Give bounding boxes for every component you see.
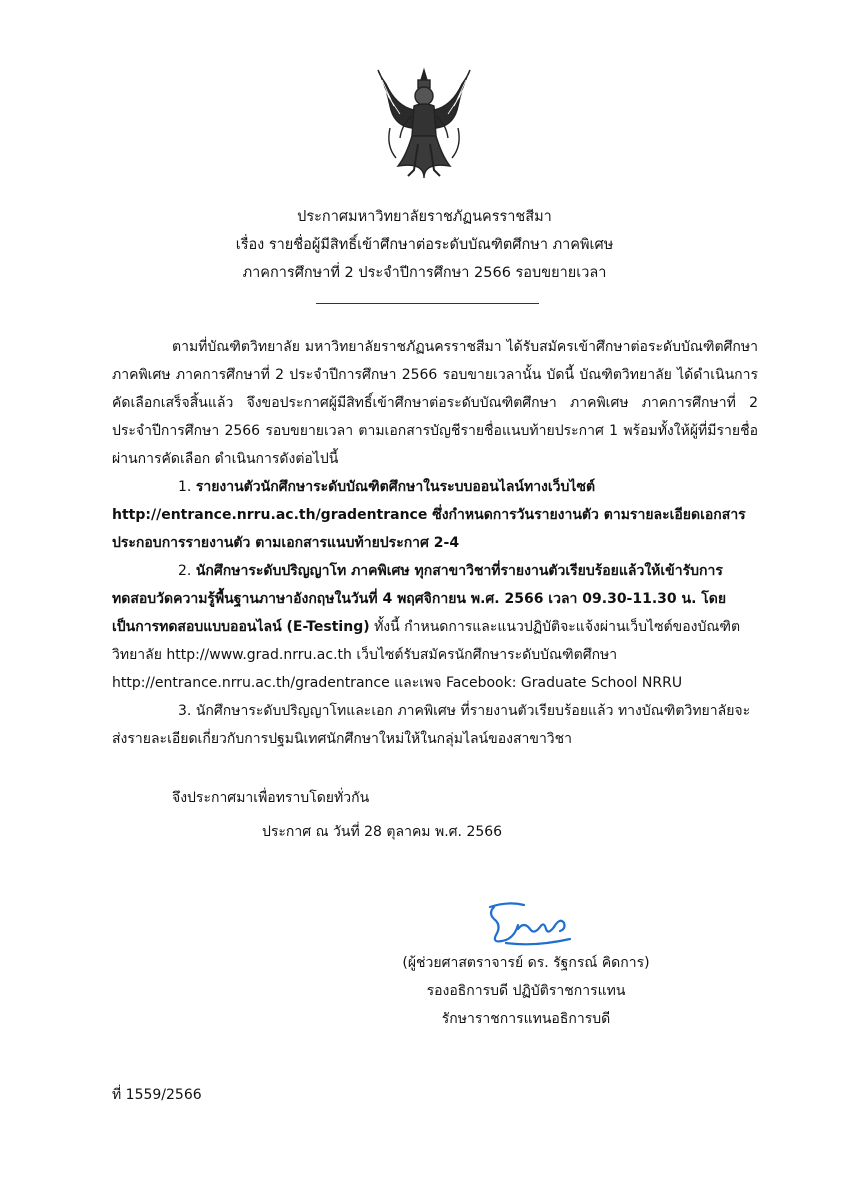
list-item-bold-text: นักศึกษาระดับปริญญาโท ภาคพิเศษ ทุกสาขาวิชาที่รายงานตัวเรียบร้อยแล้วให้เข้ารับการทดสอบวัดความรู้พื้นฐานภาษาอังกฤษในวันที่ 4 พฤศจิกายน พ.ศ. 2566 เวลา 09.30-11.30 น. โดยเป็นการทดสอบแบบออนไลน์ (E-Testing) — [112, 563, 727, 635]
announcement-body — [112, 333, 758, 753]
list-item-number: 2. — [178, 563, 192, 579]
list-item-3 — [112, 697, 758, 753]
list-item-text: รายงานตัวนักศึกษาระดับบัณฑิตศึกษาในระบบออนไลน์ทางเว็บไซต์ http://entrance.nrru.ac.th/gradentrance ซึ่งกำหนดการวันรายงานตัว ตามรายละเอียดเอกสารประกอบการรายงานตัว ตามเอกสารแนบท้ายประกาศ 2-4 — [112, 479, 746, 551]
announcement-date: ประกาศ ณ วันที่ 28 ตุลาคม พ.ศ. 2566 — [262, 824, 503, 840]
list-item-text: ทั้งนี้ กำหนดการและแนวปฏิบัติจะแจ้งผ่านเว็บไซต์ของบัณฑิตวิทยาลัย http://www.grad.nrru.ac.th เว็บไซต์รับสมัครนักศึกษาระดับบัณฑิตศึกษา http://entrance.nrru.ac.th/gradentrance และเพจ Facebook: Graduate School NRRU — [112, 619, 741, 691]
list-item-number: 1. — [178, 479, 192, 495]
signer-acting-position: รักษาราชการแทนอธิการบดี — [441, 1011, 611, 1027]
document-number: ที่ 1559/2566 — [112, 1087, 202, 1103]
list-item-text: นักศึกษาระดับปริญญาโทและเอก ภาคพิเศษ ที่รายงานตัวเรียบร้อยแล้ว ทางบัณฑิตวิทยาลัยจะส่งรายละเอียดเกี่ยวกับการปฐมนิเทศนักศึกษาใหม่ให้ในกลุ่มไลน์ของสาขาวิชา — [112, 703, 751, 747]
list-item-2 — [112, 557, 758, 697]
intro-paragraph: ตามที่บัณฑิตวิทยาลัย มหาวิทยาลัยราชภัฏนครราชสีมา ได้รับสมัครเข้าศึกษาต่อระดับบัณฑิตศึกษา ภาคพิเศษ ภาคการศึกษาที่ 2 ประจำปีการศึกษา 2566 รอบขายเวลานั้น บัดนี้ บัณฑิตวิทยาลัย ได้ดำเนินการคัดเลือกเสร็จสิ้นแล้ว จึงขอประกาศผู้มีสิทธิ์เข้าศึกษาต่อระดับบัณฑิตศึกษา ภาคพิเศษ ภาคการศึกษาที่ 2 ประจำปีการศึกษา 2566 รอบขยายเวลา ตามเอกสารบัญชีรายชื่อแนบท้ายประกาศ 1 พร้อมทั้งให้ผู้ที่มีรายชื่อผ่านการคัดเลือก ดำเนินการดังต่อไปนี้ — [112, 339, 758, 467]
header-divider — [316, 303, 539, 304]
signer-position: รองอธิการบดี ปฏิบัติราชการแทน — [426, 983, 626, 999]
list-item-1 — [112, 473, 758, 557]
header-term: ภาคการศึกษาที่ 2 ประจำปีการศึกษา 2566 รอบขยายเวลา — [242, 265, 607, 281]
garuda-emblem-icon — [376, 66, 472, 184]
announcement-header — [0, 203, 849, 287]
signature-icon — [484, 899, 576, 949]
list-item-number: 3. — [178, 703, 192, 719]
header-subject: เรื่อง รายชื่อผู้มีสิทธิ์เข้าศึกษาต่อระดับบัณฑิตศึกษา ภาคพิเศษ — [235, 237, 614, 253]
signer-block — [388, 949, 664, 1033]
header-institution: ประกาศมหาวิทยาลัยราชภัฏนครราชสีมา — [297, 209, 552, 225]
closing-statement: จึงประกาศมาเพื่อทราบโดยทั่วกัน — [172, 790, 370, 806]
signer-name: (ผู้ช่วยศาสตราจารย์ ดร. รัฐกรณ์ คิดการ) — [402, 955, 650, 971]
